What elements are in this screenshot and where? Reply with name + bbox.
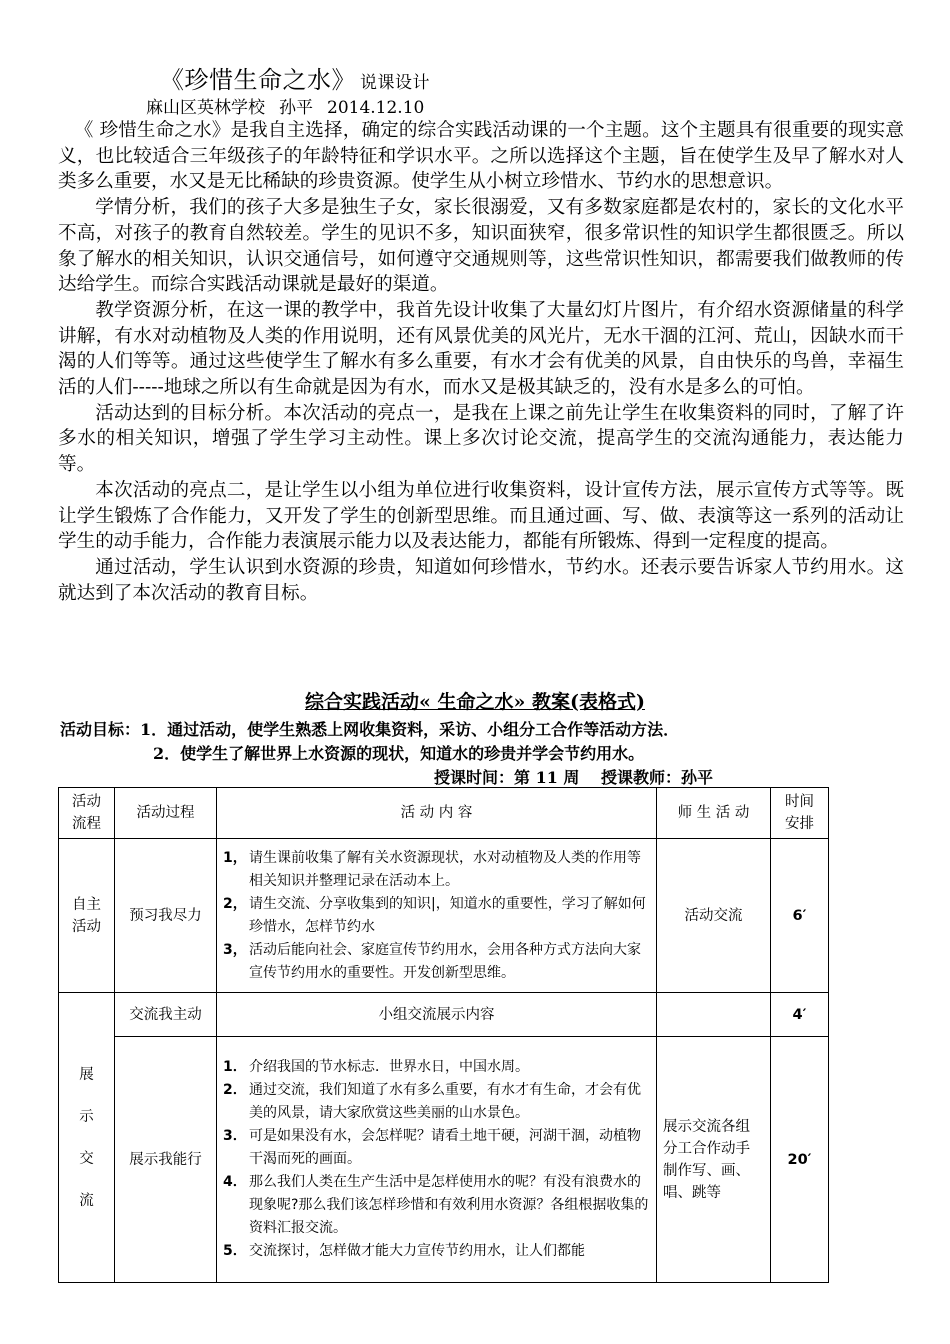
time-allocation: 6′ [771,839,829,993]
content-items [217,839,657,993]
paragraph-conclusion: 通过活动，学生认识到水资源的珍贵，知道如何珍惜水，节约水。还表示要告诉家人节约用水。这就达到了本次活动的教育目标。 [58,556,904,604]
header-teacher-student: 师 生 活 动 [657,788,771,839]
title-subtitle: 说课设计 [360,73,430,93]
lesson-plan-title: 综合实践活动« 生命之水» 教案(表格式) [305,691,645,713]
table-row [59,1037,829,1283]
author-line [146,93,438,118]
paragraph-highlight-one: 活动达到的目标分析。本次活动的亮点一，是我在上课之前先让学生在收集资料的同时，了解了许多水的相关知识，增强了学生学习主动性。课上多次讨论交流，提高学生的交流沟通能力，表达能力等。 [58,402,904,476]
header-content: 活 动 内 容 [217,788,657,839]
activity-goal-1: 活动目标：1．通过活动，使学生熟悉上网收集资料，采访、小组分工合作等活动方法． [60,720,680,739]
content-item: 2． 通过交流，我们知道了水有多么重要，有水才有生命，才会有优美的风景，请大家欣赏这些美丽的山水景色。 [223,1082,641,1121]
teacher-student-activity: 活动交流 [657,839,771,993]
lecture-body [58,118,904,606]
content-item: 4． 那么我们人类在生产生活中是怎样使用水的呢？有没有浪费水的现象呢?那么我们该怎样珍惜和有效利用水资源？各组根据收集的资料汇报交流。 [223,1174,649,1236]
document-title [160,60,430,95]
content-item: 5． 交流探讨，怎样做才能大力宣传节约用水，让人们都能 [223,1243,585,1259]
author-name: 孙平 [279,98,313,118]
header-flow: 活动 流程 [59,788,115,839]
header-time: 时间 安排 [771,788,829,839]
paragraph-student-analysis: 学情分析，我们的孩子大多是独生子女，家长很溺爱，又有多数家庭都是农村的，家长的文化水平不高，对孩子的教育自然较差。学生的见识不多，知识面狭窄，很多常识性的知识学生都很匮乏。所以象了解水的相关知识，认识交通信号，如何遵守交通规则等，这些常识性知识，都需要我们做教师的传达给学生。而综合实践活动课就是最好的渠道。 [58,197,904,296]
process-preview: 预习我尽力 [115,839,217,993]
document-date: 2014.12.10 [327,98,425,118]
process-exchange: 交流我主动 [115,993,217,1037]
content-item: 3， 活动后能向社会、家庭宣传节约用水，会用各种方式方法向大家宣传节约用水的重要性。开发创新型思维。 [223,941,641,981]
content-item: 3． 可是如果没有水，会怎样呢？请看土地干硬，河湖干涸，动植物干渴而死的画面。 [223,1128,641,1167]
activity-goal-2: 2．使学生了解世界上水资源的现状，知道水的珍贵并学会节约用水。 [153,744,645,763]
lesson-plan-table [58,787,829,1283]
flow-self-activity: 自主 活动 [59,839,115,993]
paragraph-highlight-two: 本次活动的亮点二，是让学生以小组为单位进行收集资料，设计宣传方法，展示宣传方式等等。既让学生锻炼了合作能力，又开发了学生的创新型思维。而且通过画、写、做、表演等这一系列的活动让学生的动手能力，合作能力表演展示能力以及表达能力，都能有所锻炼、得到一定程度的提高。 [58,479,904,553]
content-item: 1． 介绍我国的节水标志．世界水日，中国水周。 [223,1059,529,1075]
content-items [217,1037,657,1283]
content-item: 1， 请生课前收集了解有关水资源现状，水对动植物及人类的作用等相关知识并整理记录在活动本上。 [223,849,641,889]
title-main: 《珍惜生命之水》 [160,66,356,94]
content-group-exchange: 小组交流展示内容 [217,993,657,1037]
header-process: 活动过程 [115,788,217,839]
paragraph-resource-analysis: 教学资源分析，在这一课的教学中，我首先设计收集了大量幻灯片图片，有介绍水资源储量的科学讲解，有水对动植物及人类的作用说明，还有风景优美的风光片，无水干涸的江河、荒山，因缺水而干渴的人们等等。通过这些使学生了解水有多么重要，有水才会有优美的风景，自由快乐的鸟兽，幸福生活的人们-----地球之所以有生命就是因为有水，而水又是极其缺乏的，没有水是多么的可怕。 [58,299,904,399]
table-header-row [59,788,829,839]
paragraph-intro: 《 珍惜生命之水》是我自主选择，确定的综合实践活动课的一个主题。这个主题具有很重要的现实意义，也比较适合三年级孩子的年龄特征和学识水平。之所以选择这个主题，旨在使学生及早了解水对人类多么重要，水又是无比稀缺的珍贵资源。使学生从小树立珍惜水、节约水的思想意识。 [58,120,904,193]
school-name: 麻山区英林学校 [146,98,265,118]
table-row [59,993,829,1037]
class-meta: 授课时间：第 11 周 授课教师：孙平 [434,768,713,787]
teacher-student-activity: 展示交流各组分工合作动手制作写、画、唱、跳等 [657,1037,771,1283]
teacher-student-activity [657,993,771,1037]
content-item: 2， 请生交流、分享收集到的知识|，知道水的重要性，学习了解如何珍惜水，怎样节约水 [223,895,646,935]
time-allocation: 4′ [771,993,829,1037]
flow-show-exchange: 展 示 交 流 [59,993,115,1283]
time-allocation: 20′ [771,1037,829,1283]
process-showcase: 展示我能行 [115,1037,217,1283]
table-row [59,839,829,993]
